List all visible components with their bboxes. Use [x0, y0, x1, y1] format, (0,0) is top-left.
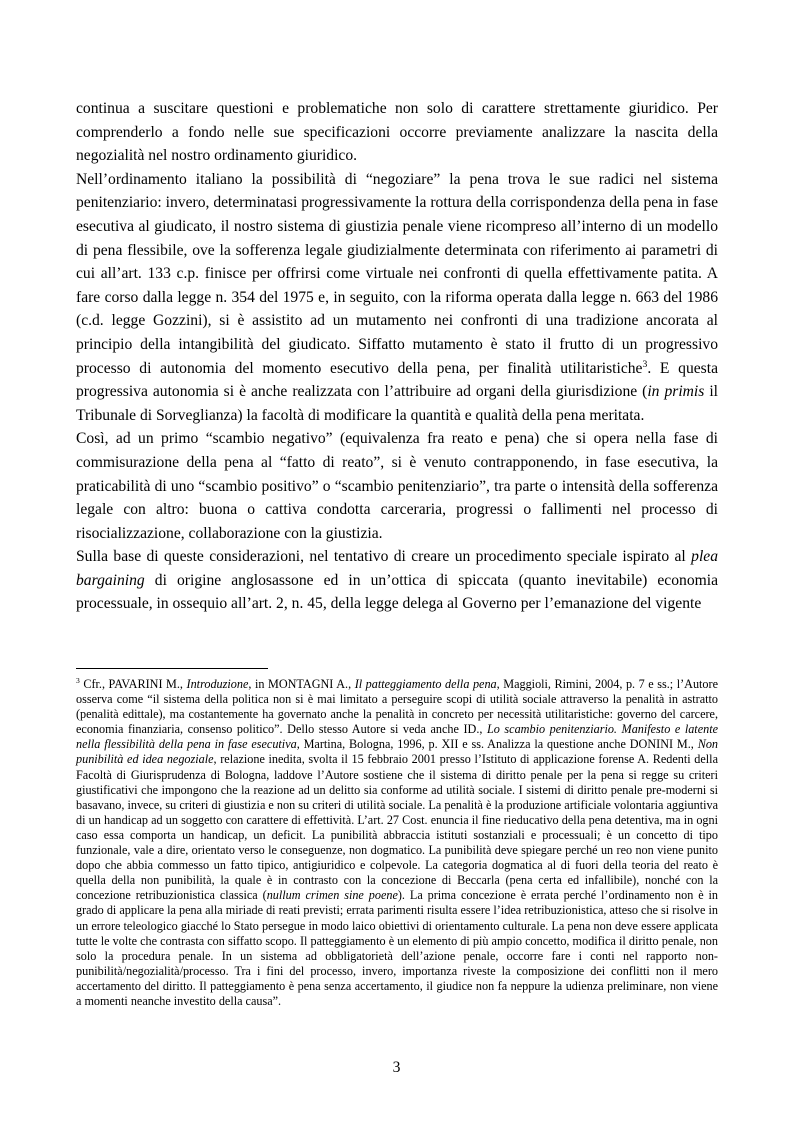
footnote-italic-4: Non punibilità ed idea negoziale [76, 737, 719, 767]
footnote-separator [76, 668, 268, 669]
paragraph-4-text-a: Sulla base di queste considerazioni, nel tentativo di creare un procedimento speciale ispirato al [76, 548, 692, 566]
footnote-text-5: , relazione inedita, svolta il 15 febbraio 2001 presso l’Istituto di applicazione forense A. Redenti della Facoltà di Giurisprudenza di Bologna, laddove l’Autore sostiene che il sistema di diritto penale per la pena si regge su criteri giustificativi che impongono che la reazione ad un delitto sia conforme ad utilità sociale. I sistemi di diritto penale pre-moderni si basavano, invece, su criteri di giustizia e non su criteri di utilità sociale. La penalità è la produzione artificiale volontaria aggiuntiva di un handicap ad un soggetto con carattere di effettività. L’art. 27 Cost. enuncia il fine rieducativo della pena detentiva, ma in ogni caso essa comporta un handicap, un deficit. La punibilità abbraccia istituti sostanziali e processuali; è un concetto di tipo funzionale, vale a dire, orientato verso le conseguenze, non dogmatico. La punibilità deve spiegare perché un reo non viene punito dopo che abbia commesso un fatto tipico, antigiuridico e colpevole. La categoria dogmatica al di fuori della teoria del reato è quella della non punibilità, la quale è in contrasto con la concezione di Beccarla (pena certa ed infallibile), nonché con la concezione retribuzionistica classica ( [76, 752, 718, 903]
paragraph-2-text-a: Nell’ordinamento italiano la possibilità di “negoziare” la pena trova le sue radici nel sistema penitenziario: invero, determinatasi progressivamente la rottura della corrispondenza della pena in fase esecutiva al giudicato, il nostro sistema di giustizia penale viene ricompreso all’interno di un modello di pena flessibile, ove la sofferenza legale giudizialmente determinata con riferimento ai parametri di cui all’art. 133 c.p. finisce per offrirsi come virtuale nei confronti di quella effettivamente patita. A fare corso dalla legge n. 354 del 1975 e, in seguito, con la riforma operata dalla legge n. 663 del 1986 (c.d. legge Gozzini), si è assistito ad un mutamento nei confronti di una tradizione ancorata al principio della intangibilità del giudicato. Siffatto mutamento è stato il frutto di un progressivo processo di autonomia del momento esecutivo della pena, per finalità utilitaristiche [76, 170, 718, 377]
paragraph-2 [76, 168, 718, 428]
paragraph-4-italic: plea bargaining [76, 548, 718, 589]
paragraph-2-italic: in primis [647, 383, 705, 401]
footnote-3 [76, 677, 718, 1009]
paragraph-3: Così, ad un primo “scambio negativo” (equivalenza fra reato e pena) che si opera nella fase di commisurazione della pena al “fatto di reato”, si è venuto contrapponendo, in fase esecutiva, la praticabilità di uno “scambio positivo” o “scambio penitenziario”, tra parte o intensità della sofferenza legale con altro: buona o cattiva condotta carceraria, progressi o fallimenti nel processo di risocializzazione, collaborazione con la giustizia. [76, 430, 718, 542]
footnote-italic-2: Il patteggiamento della pena [354, 677, 497, 691]
footnote-reference[interactable]: 3 [642, 358, 648, 370]
footnote-text-6: ). La prima concezione è errata perché l’ordinamento non è in grado di applicare la pena alla miriade di reati previsti; errata parimenti risulta essere l’idea retribuzionistica, atteso che si risolve in un errore teleologico giacché lo Stato persegue in modo laico obiettivi di orientamento culturale. La pena non deve essere applicata tutte le volte che contrasta con siffatto scopo. Il patteggiamento è un elemento di più ampio concetto, modifica il diritto penale, non solo la procedura penale. In un sistema ad obbligatorietà dell’azione penale, occorre fare i conti nel rapporto non-punibilità/negozialità/processo. Tra i fini del processo, invero, importanza riveste la composizione dei conflitti non il mero accertamento del diritto. Il patteggiamento è pena senza accertamento, il giudice non fa neppure la udienza preliminare, non viene a momenti neanche investito della causa”. [76, 888, 718, 1008]
footnote-number: 3 [76, 675, 80, 685]
paragraph-2-text-c: il Tribunale di Sorveglianza) la facoltà di modificare la quantità e qualità della pena meritata. [76, 383, 718, 424]
footnote [76, 677, 718, 1009]
footnote-text-4: , Martina, Bologna, 1996, p. XII e ss. Analizza la questione anche DONINI M., [296, 737, 698, 752]
paragraph-4 [76, 545, 718, 616]
paragraph-1: continua a suscitare questioni e problematiche non solo di carattere strettamente giuridico. Per comprenderlo a fondo nelle sue specificazioni occorre previamente analizzare la nascita della negozialità nel nostro ordinamento giuridico. [76, 100, 718, 165]
footnote-italic-3: Lo scambio penitenziario. Manifesto e latente nella flessibilità della pena in fase esecutiva [76, 722, 718, 752]
footnote-italic-5: nullum crimen sine poene [266, 888, 398, 903]
footnote-italic-1: Introduzione [186, 677, 249, 691]
paragraph-4-text-b: di origine anglosassone ed in un’ottica di spiccata (quanto inevitabile) economia processuale, in ossequio all’art. 2, n. 45, della legge delega al Governo per l’emanazione del vigente [76, 571, 718, 613]
main-text [76, 97, 718, 616]
page-number: 3 [392, 1059, 401, 1076]
paragraph-2-text-b: . E questa progressiva autonomia si è anche realizzata con l’attribuire ad organi della giurisdizione ( [76, 359, 718, 401]
footnote-text-3: , Maggioli, Rimini, 2004, p. 7 e ss.; l’Autore osserva come “il sistema della politica non si è mai limitato a perseguire scopi di utilità sociale attraverso la penalità in astratto (penalità edittale), ma costantemente ha governato anche la penalità in concreto per necessità utilitaristiche: governo del carcere, economia finanziaria, consenso politico”. Dello stesso Autore si veda anche ID., [76, 677, 718, 737]
footnote-text-1: Cfr., PAVARINI M., [79, 677, 187, 691]
footnote-text-2: , in MONTAGNI A., [248, 677, 355, 691]
